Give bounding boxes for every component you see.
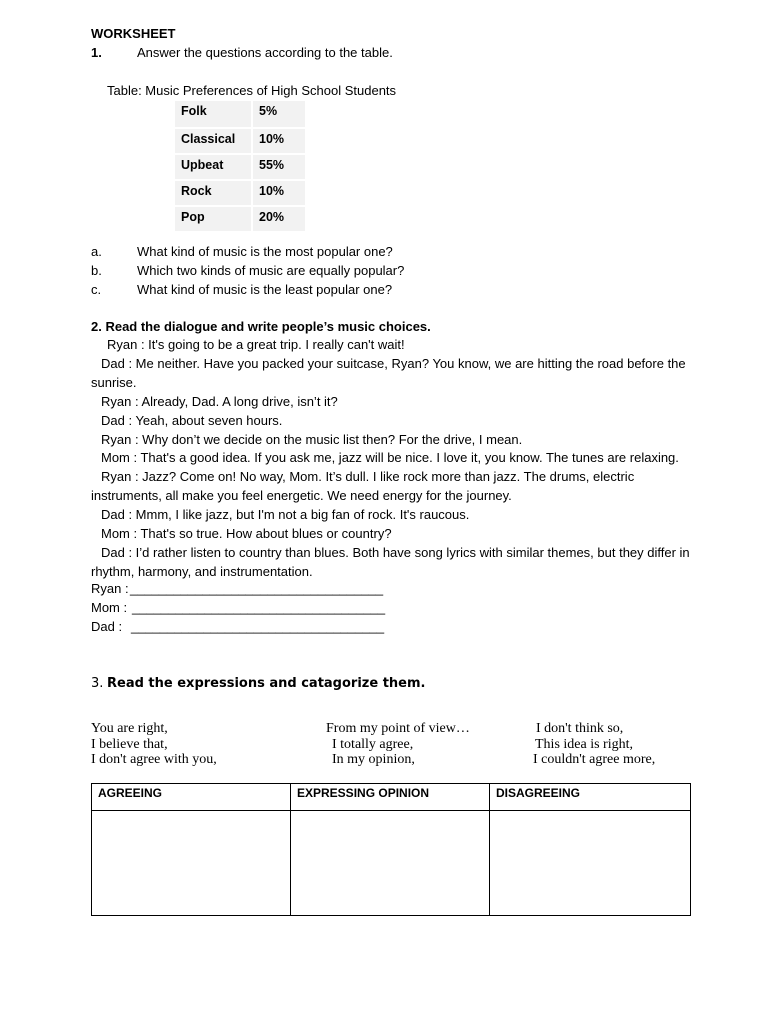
dialogue-line: Ryan : Jazz? Come on! No way, Mom. It’s dull. I like rock more than jazz. The drums, electric instruments, all make you feel energetic. We need energy for the journey. — [91, 469, 635, 504]
dialogue-line: Dad : Mmm, I like jazz, but I'm not a big fan of rock. It's raucous. — [101, 507, 470, 523]
genre-cell: Upbeat — [175, 153, 253, 179]
expression: I don't think so, — [536, 721, 624, 736]
worksheet-title: WORKSHEET — [91, 26, 176, 41]
expression: This idea is right, — [535, 736, 633, 752]
percent-cell: 20% — [253, 205, 305, 231]
question-text: What kind of music is the least popular one? — [137, 282, 393, 297]
answer-cell-expressing-opinion[interactable] — [291, 811, 490, 916]
answer-cell-disagreeing[interactable] — [490, 811, 691, 916]
expression: I don't agree with you, — [91, 752, 217, 768]
answer-label-mom: Mom : — [91, 600, 128, 615]
answer-label-dad: Dad : — [91, 619, 123, 634]
expression: I totally agree, — [332, 736, 414, 752]
table-header-row — [92, 784, 691, 811]
question-letter: c. — [91, 282, 102, 297]
genre-cell: Rock — [175, 179, 253, 205]
expression: I believe that, — [91, 736, 168, 752]
genre-cell: Classical — [175, 127, 253, 153]
dialogue-line: Mom : That's a good idea. If you ask me, jazz will be nice. I love it, you know. The tunes are relaxing. — [101, 450, 679, 466]
dialogue-line: Dad : Yeah, about seven hours. — [101, 412, 283, 428]
percent-cell: 10% — [253, 127, 305, 153]
q3-number: 3. — [91, 676, 104, 691]
answer-label-ryan: Ryan : — [91, 581, 129, 596]
categorize-table — [91, 783, 691, 916]
table-row — [175, 127, 305, 153]
percent-cell: 55% — [253, 153, 305, 179]
dialogue-line: Dad : I’d rather listen to country than blues. Both have song lyrics with similar themes, but they differ in rhythm, harmony, and instrumentation. — [91, 544, 690, 579]
dialogue-line: Ryan : It's going to be a great trip. I really can't wait! — [107, 337, 405, 352]
expression: You are right, — [91, 721, 168, 736]
q2-heading: 2. Read the dialogue and write people’s music choices. — [91, 319, 431, 334]
header-disagreeing: DISAGREEING — [490, 784, 691, 811]
percent-cell: 5% — [253, 101, 305, 127]
answer-blank-mom[interactable]: ___________________________________ — [132, 600, 386, 615]
answer-blank-ryan[interactable]: ___________________________________ — [130, 581, 384, 596]
expression: From my point of view… — [326, 721, 470, 736]
dialogue-line: Dad : Me neither. Have you packed your suitcase, Ryan? You know, we are hitting the road before the sunrise. — [91, 355, 686, 390]
question-text: What kind of music is the most popular one? — [137, 244, 393, 259]
dialogue-line: Ryan : Why don’t we decide on the music list then? For the drive, I mean. — [101, 431, 523, 447]
question-letter: b. — [91, 263, 102, 278]
q3-heading: Read the expressions and catagorize them. — [107, 676, 426, 691]
expressions-column-3 — [533, 721, 655, 768]
music-preferences-table — [175, 101, 305, 231]
header-expressing-opinion: EXPRESSING OPINION — [291, 784, 490, 811]
table-row — [92, 811, 691, 916]
expressions-column-2 — [326, 721, 470, 768]
answer-blank-dad[interactable]: ___________________________________ — [131, 619, 385, 634]
table-row — [175, 101, 305, 127]
genre-cell: Pop — [175, 205, 253, 231]
question-text: Which two kinds of music are equally popular? — [137, 263, 405, 278]
answer-cell-agreeing[interactable] — [92, 811, 291, 916]
table-row — [175, 205, 305, 231]
dialogue — [91, 336, 691, 582]
table-row — [175, 153, 305, 179]
dialogue-line: Mom : That's so true. How about blues or country? — [101, 526, 392, 542]
genre-cell: Folk — [175, 101, 253, 127]
q1-number: 1. — [91, 45, 102, 60]
table-caption: Table: Music Preferences of High School Students — [107, 83, 397, 98]
expression: In my opinion, — [332, 752, 415, 768]
q1-instruction: Answer the questions according to the table. — [137, 45, 393, 60]
question-letter: a. — [91, 244, 102, 259]
expressions-column-1 — [91, 721, 217, 768]
percent-cell: 10% — [253, 179, 305, 205]
header-agreeing: AGREEING — [92, 784, 291, 811]
expression: I couldn't agree more, — [533, 752, 656, 768]
dialogue-line: Ryan : Already, Dad. A long drive, isn’t it? — [101, 393, 338, 409]
table-row — [175, 179, 305, 205]
